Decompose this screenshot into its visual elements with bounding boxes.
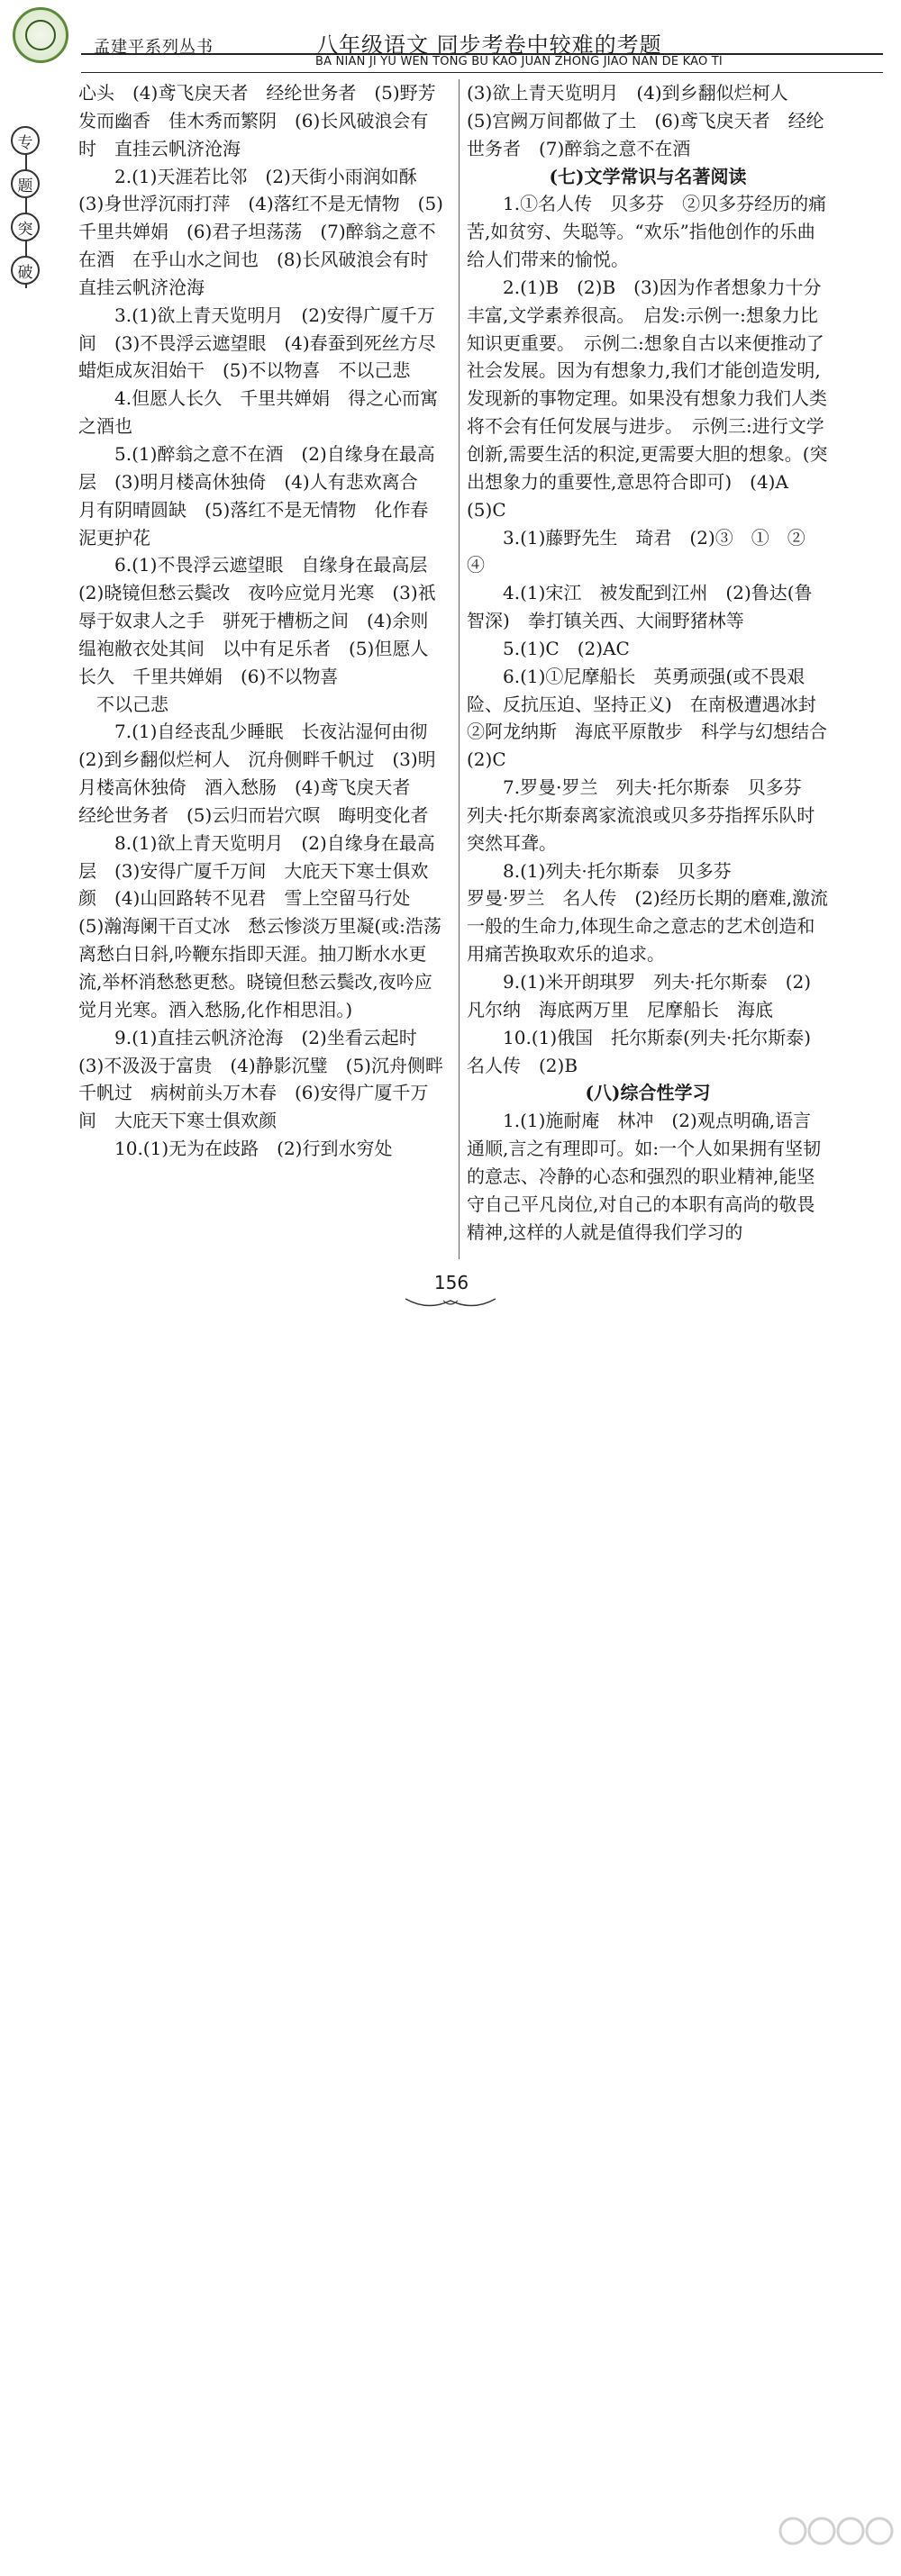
answer-paragraph: 4.但愿人长久 千里共婵娟 得之心而寓之酒也 bbox=[78, 387, 439, 438]
answer-paragraph: (3)欲上青天览明月 (4)到乡翻似烂柯人 (5)宫阙万间都做了土 (6)鸢飞戾天者 经纶世务者 (7)醉翁之意不在酒 bbox=[467, 82, 824, 159]
side-tabs bbox=[5, 126, 47, 306]
answer-paragraph: 7.(1)自经丧乱少睡眠 长夜沾湿何由彻 (2)到乡翻似烂柯人 沉舟侧畔千帆过 (3)明月楼高休独倚 酒入愁肠 (4)鸢飞戾天者 经纶世务者 (5)云归而岩穴暝 晦明变化者 bbox=[78, 721, 446, 826]
answer-paragraph: 4.(1)宋江 被发配到江州 (2)鲁达(鲁智深) 拳打镇关西、大闹野猪林等 bbox=[467, 582, 813, 632]
publisher-seal-logo-icon bbox=[13, 7, 68, 63]
left-column bbox=[78, 79, 454, 1163]
answer-paragraph: 1.①名人传 贝多芬 ②贝多芬经历的痛苦,如贫穷、失聪等。“欢乐”指他创作的乐曲给人们带来的愉悦。 bbox=[467, 193, 827, 271]
answer-paragraph: 2.(1)B (2)B (3)因为作者想象力十分丰富,文学素养很高。 启发:示例一:想象力比知识更重要。 示例二:想象自古以来便推动了社会发展。因为有想象力,我们才能创造发明,发现新的事物定理。如果没有想象力我们人类将不会有任何发展与进步。 示例三:进行文学创新,需要生活的积淀,更需要大胆的想象。(突出想象力的重要性,意思符合即可) (4)A (5)C bbox=[467, 276, 828, 521]
answer-paragraph: 1.(1)施耐庵 林冲 (2)观点明确,语言通顺,言之有理即可。如:一个人如果拥有坚韧的意志、冷静的心态和强烈的职业精神,能坚守自己平凡岗位,对自己的本职有高尚的敬畏精神,这样的人就是值得我们学习的 bbox=[467, 1110, 822, 1243]
answer-paragraph: 10.(1)俄国 托尔斯泰(列夫·托尔斯泰) 名人传 (2)B bbox=[467, 1026, 830, 1076]
header-rule-top bbox=[81, 53, 883, 55]
answer-paragraph: 6.(1)不畏浮云遮望眼 自缘身在最高层 (2)晓镜但愁云鬓改 夜吟应觉月光寒 (3)祇辱于奴隶人之手 骈死于槽枥之间 (4)余则缊袍敝衣处其间 以中有足乐者 (5)但愿人长久 千里共婵娟 (6)不以物喜 bbox=[78, 554, 446, 687]
answer-paragraph: 6.(1)①尼摩船长 英勇顽强(或不畏艰险、反抗压迫、坚持正义) 在南极遭遇冰封 ②阿龙纳斯 海底平原散步 科学与幻想结合 (2)C bbox=[467, 665, 845, 771]
book-title: 八年级语文 同步考卷中较难的考题 bbox=[316, 32, 662, 58]
answer-paragraph: 7.罗曼·罗兰 列夫·托尔斯泰 贝多芬 列夫·托尔斯泰离家流浪或贝多芬指挥乐队时突然耳聋。 bbox=[467, 776, 820, 854]
header-rule-bottom bbox=[81, 72, 883, 73]
side-tab-2: 题 bbox=[11, 169, 40, 198]
side-tab-1: 专 bbox=[11, 126, 40, 155]
answer-paragraph: 心头 (4)鸢飞戾天者 经纶世务者 (5)野芳发而幽香 佳木秀而繁阴 (6)长风破浪会有时 直挂云帆济沧海 bbox=[78, 82, 436, 159]
page-number: 156 bbox=[433, 1272, 469, 1293]
scroll-ornament-icon bbox=[396, 1293, 505, 1313]
watermark-logo-icon bbox=[737, 2513, 896, 2576]
book-title-pinyin: BA NIAN JI YU WEN TONG BU KAO JUAN ZHONG JIAO NAN DE KAO TI bbox=[315, 55, 723, 68]
right-column bbox=[467, 79, 845, 1246]
answer-paragraph: 8.(1)欲上青天览明月 (2)自缘身在最高层 (3)安得广厦千万间 大庇天下寒士俱欢颜 (4)山回路转不见君 雪上空留马行处 (5)瀚海阑干百丈冰 愁云惨淡万里凝(或:浩荡离愁白日斜,吟鞭东指即天涯。抽刀断水水更流,举杯消愁愁更愁。晓镜但愁云鬓改,夜吟应觉月光寒。酒入愁肠,化作相思泪。) bbox=[78, 831, 441, 1020]
column-divider bbox=[459, 79, 460, 1259]
answer-paragraph: 9.(1)米开朗琪罗 列夫·托尔斯泰 (2)凡尔纳 海底两万里 尼摩船长 海底 bbox=[467, 971, 812, 1020]
side-tab-4: 破 bbox=[11, 256, 40, 285]
page-footer bbox=[0, 1261, 901, 1319]
answer-paragraph: 8.(1)列夫·托尔斯泰 贝多芬 bbox=[503, 859, 732, 882]
page-header bbox=[0, 0, 901, 74]
answer-paragraph: 10.(1)无为在歧路 (2)行到水穷处 bbox=[114, 1138, 393, 1160]
answer-paragraph: 不以己悲 bbox=[96, 693, 168, 715]
series-name: 孟建平系列丛书 bbox=[94, 38, 214, 57]
answer-paragraph: 5.(1)醉翁之意不在酒 (2)自缘身在最高层 (3)明月楼高休独倚 (4)人有悲欢离合 月有阴晴圆缺 (5)落红不是无情物 化作春泥更护花 bbox=[78, 442, 436, 549]
answer-paragraph: 2.(1)天涯若比邻 (2)天街小雨润如酥 (3)身世浮沉雨打萍 (4)落红不是无情物 (5)千里共婵娟 (6)君子坦荡荡 (7)醉翁之意不在酒 在乎山水之间也 (8)长风破浪会有时 直挂云帆济沧海 bbox=[78, 165, 447, 298]
answer-paragraph: 罗曼·罗兰 名人传 (2)经历长期的磨难,激流一般的生命力,体现生命之意志的艺术创造和用痛苦换取欢乐的追求。 bbox=[467, 887, 829, 966]
section-heading: (八)综合性学习 bbox=[585, 1082, 711, 1104]
section-heading: (七)文学常识与名著阅读 bbox=[549, 165, 747, 187]
side-tab-3: 突 bbox=[11, 213, 40, 241]
answer-paragraph: 3.(1)藤野先生 琦君 (2)③ ① ② ④ bbox=[467, 526, 824, 576]
answer-paragraph: 9.(1)直挂云帆济沧海 (2)坐看云起时 (3)不汲汲于富贵 (4)静影沉璧 (5)沉舟侧畔千帆过 病树前头万木春 (6)安得广厦千万间 大庇天下寒士俱欢颜 bbox=[78, 1026, 443, 1132]
answer-paragraph: 3.(1)欲上青天览明月 (2)安得广厦千万间 (3)不畏浮云遮望眼 (4)春蚕到死丝方尽 蜡炬成灰泪始干 (5)不以物喜 不以己悲 bbox=[78, 304, 454, 382]
answer-paragraph: 5.(1)C (2)AC bbox=[503, 637, 630, 659]
